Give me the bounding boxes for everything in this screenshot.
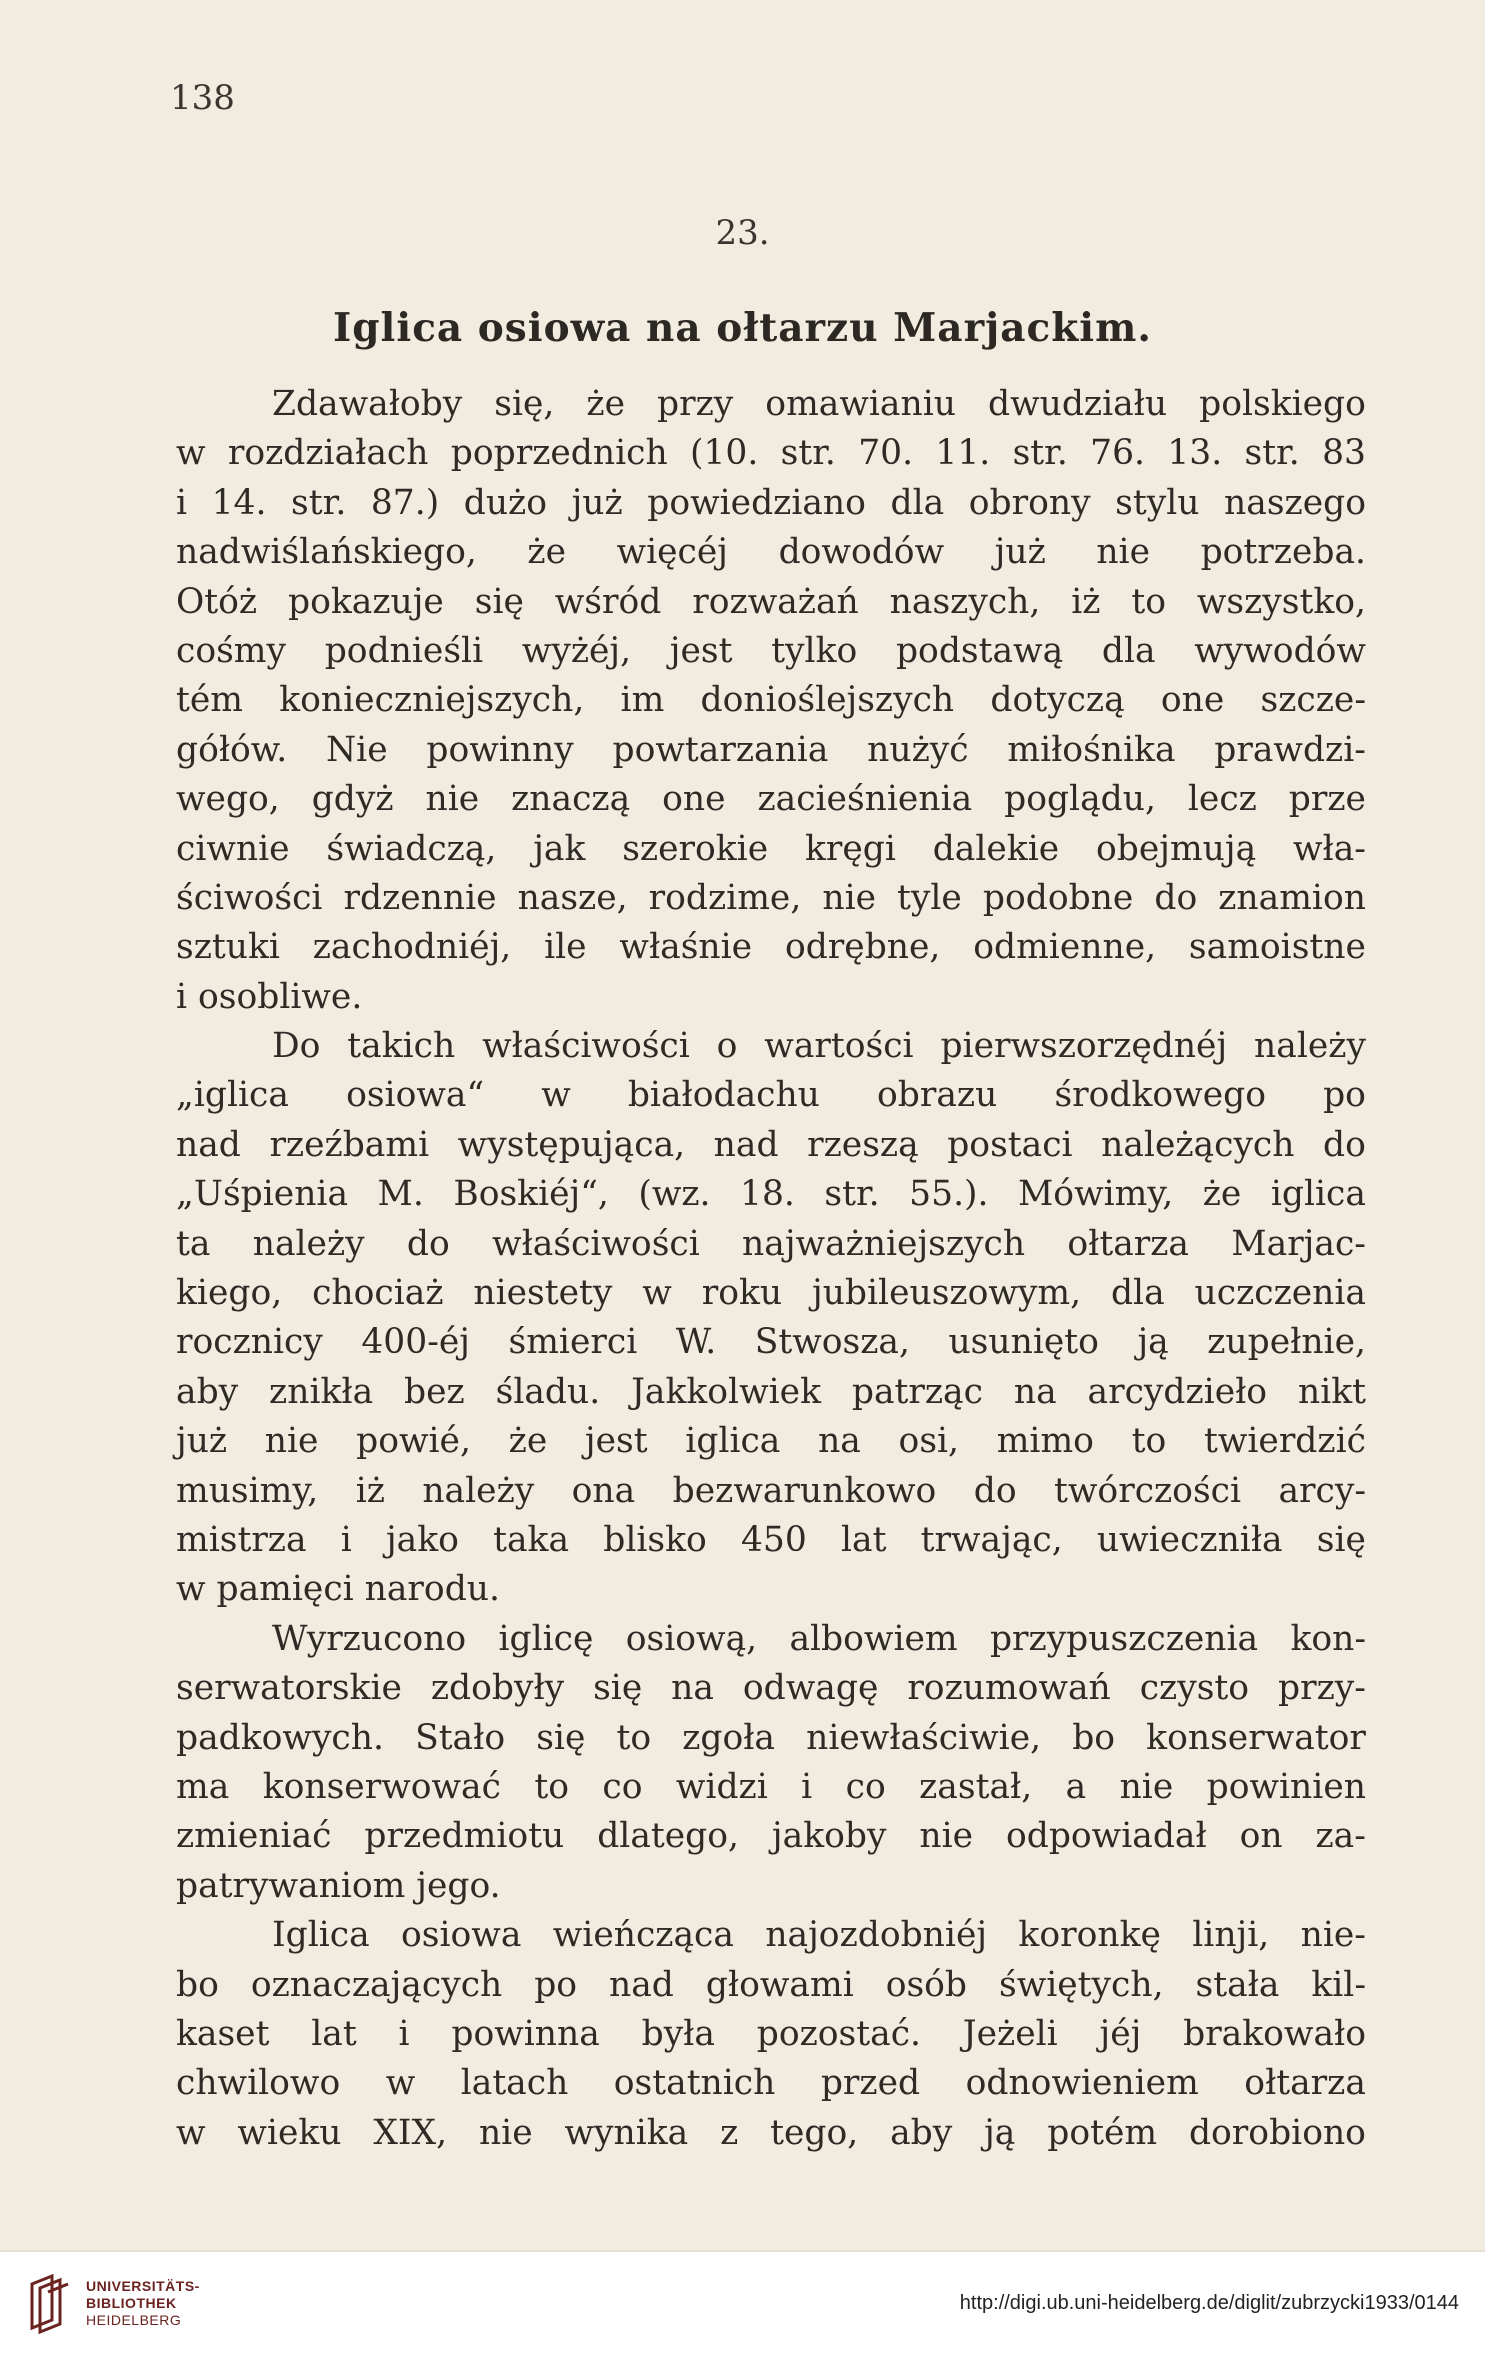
text-line: kaset lat i powinna była pozostać. Jeżeli jéj brakowało bbox=[176, 2013, 1366, 2054]
body-text bbox=[176, 380, 1366, 2158]
text-line: w rozdziałach poprzednich (10. str. 70. 11. str. 76. 13. str. 83 bbox=[176, 433, 1366, 474]
text-line: nad rzeźbami występująca, nad rzeszą postaci należących do bbox=[176, 1124, 1366, 1165]
footer-bar bbox=[0, 2250, 1485, 2358]
text-line: chwilowo w latach ostatnich przed odnowieniem ołtarza bbox=[176, 2063, 1366, 2104]
text-line: mistrza i jako taka blisko 450 lat trwając, uwieczniła się bbox=[176, 1519, 1366, 1560]
text-line: i 14. str. 87.) dużo już powiedziano dla obrony stylu naszego bbox=[176, 482, 1366, 523]
library-logo-text bbox=[86, 2278, 200, 2329]
text-line: już nie powié, że jest iglica na osi, mimo to twierdzić bbox=[176, 1421, 1366, 1462]
text-line: „iglica osiowa“ w białodachu obrazu środkowego po bbox=[176, 1075, 1366, 1116]
text-line: serwatorskie zdobyły się na odwagę rozumowań czysto przy- bbox=[176, 1668, 1366, 1709]
text-line: gółów. Nie powinny powtarzania nużyć miłośnika prawdzi- bbox=[176, 729, 1366, 770]
text-line: ściwości rdzennie nasze, rodzime, nie tyle podobne do znamion bbox=[176, 877, 1366, 918]
text-line: Iglica osiowa wieńcząca najozdobniéj koronkę linji, nie- bbox=[272, 1915, 1366, 1956]
text-line: ta należy do właściwości najważniejszych ołtarza Marjac- bbox=[176, 1223, 1366, 1264]
text-line: zmieniać przedmiotu dlatego, jakoby nie odpowiadał on za- bbox=[176, 1816, 1366, 1857]
text-line: musimy, iż należy ona bezwarunkowo do twórczości arcy- bbox=[176, 1470, 1366, 1511]
text-line: wego, gdyż nie znaczą one zacieśnienia poglądu, lecz prze bbox=[176, 779, 1366, 820]
text-line: Wyrzucono iglicę osiową, albowiem przypuszczenia kon- bbox=[272, 1618, 1366, 1659]
chapter-number: 23. bbox=[715, 213, 770, 253]
text-line: „Uśpienia M. Boskiéj“, (wz. 18. str. 55.). Mówimy, że iglica bbox=[176, 1174, 1366, 1215]
text-line: padkowych. Stało się to zgoła niewłaściwie, bo konserwator bbox=[176, 1717, 1366, 1758]
text-line: w pamięci narodu. bbox=[176, 1569, 500, 1610]
text-line: kiego, chociaż niestety w roku jubileuszowym, dla uczczenia bbox=[176, 1273, 1366, 1314]
text-line: Zdawałoby się, że przy omawianiu dwudziału polskiego bbox=[272, 384, 1366, 424]
text-line: rocznicy 400-éj śmierci W. Stwosza, usunięto ją zupełnie, bbox=[176, 1322, 1366, 1363]
text-line: i osobliwe. bbox=[176, 976, 363, 1017]
text-line: tém konieczniejszych, im donioślejszych dotyczą one szcze- bbox=[176, 680, 1366, 721]
text-line: patrywaniom jego. bbox=[176, 1865, 501, 1906]
text-line: Do takich właściwości o wartości pierwszorzędnéj należy bbox=[272, 1026, 1366, 1067]
text-line: nadwiślańskiego, że więcéj dowodów już nie potrzeba. bbox=[176, 532, 1366, 573]
chapter-title: Iglica osiowa na ołtarzu Marjackim. bbox=[333, 305, 1152, 351]
text-line: aby znikła bez śladu. Jakkolwiek patrząc na arcydzieło nikt bbox=[176, 1371, 1366, 1412]
logo-line-1: UNIVERSITÄTS- bbox=[86, 2278, 200, 2294]
source-url-link[interactable]: http://digi.ub.uni-heidelberg.de/diglit/zubrzycki1933/0144 bbox=[959, 2292, 1459, 2314]
text-line: bo oznaczających po nad głowami osób świętych, stała kil- bbox=[176, 1964, 1366, 2005]
text-line: w wieku XIX, nie wynika z tego, aby ją potém dorobiono bbox=[176, 2112, 1366, 2153]
library-logo-icon bbox=[26, 2274, 74, 2334]
text-line: Otóż pokazuje się wśród rozważań naszych, iż to wszystko, bbox=[176, 581, 1366, 622]
text-line: sztuki zachodniéj, ile właśnie odrębne, odmienne, samoistne bbox=[176, 927, 1366, 968]
logo-line-2: BIBLIOTHEK bbox=[86, 2295, 177, 2311]
logo-line-3: HEIDELBERG bbox=[86, 2312, 182, 2328]
text-line: cośmy podnieśli wyżéj, jest tylko podstawą dla wywodów bbox=[176, 630, 1366, 671]
text-line: ciwnie świadczą, jak szerokie kręgi dalekie obejmują wła- bbox=[176, 828, 1366, 869]
page-number: 138 bbox=[170, 78, 235, 118]
text-line: ma konserwować to co widzi i co zastał, a nie powinien bbox=[176, 1766, 1366, 1807]
